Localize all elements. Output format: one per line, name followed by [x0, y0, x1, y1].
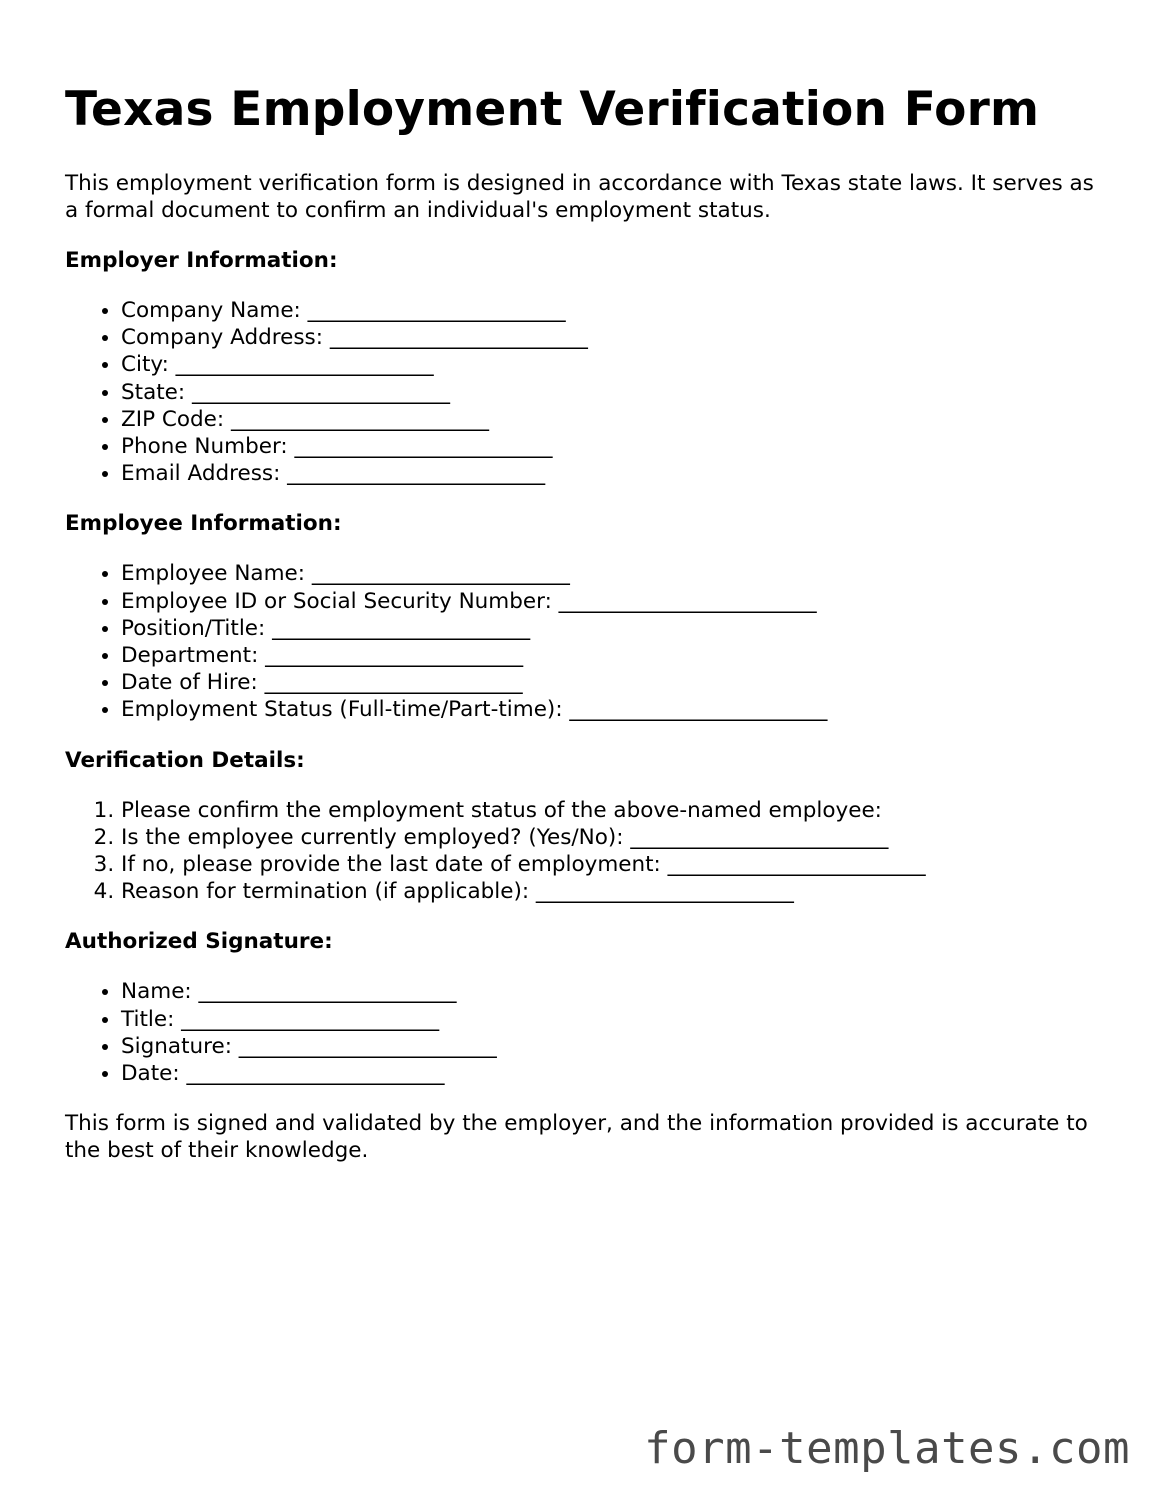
- employer-field-phone-number: • Phone Number: ________________________: [121, 433, 1105, 460]
- watermark-text: form-templates.com: [644, 1423, 1130, 1474]
- employee-field-department: • Department: ________________________: [121, 642, 1105, 669]
- employer-field-state: • State: ________________________: [121, 379, 1105, 406]
- document-page: [65, 82, 1105, 1164]
- verification-item-currently-employed: 2. Is the employee currently employed? (Yes/No): ________________________: [121, 824, 1105, 851]
- employer-field-company-address: • Company Address: ________________________: [121, 324, 1105, 351]
- employer-field-company-name: • Company Name: ________________________: [121, 297, 1105, 324]
- page-title: Texas Employment Verification Form: [65, 82, 1040, 137]
- employee-section-heading: Employee Information:: [65, 511, 342, 537]
- intro-paragraph: This employment verification form is designed in accordance with Texas state laws. It serves as a formal document to confirm an individual's employment status.: [65, 171, 1094, 223]
- verification-item-termination-reason: 4. Reason for termination (if applicable): ________________________: [121, 878, 1105, 905]
- employee-field-employment-status: • Employment Status (Full-time/Part-time): ________________________: [121, 696, 1105, 723]
- employer-section-heading: Employer Information:: [65, 248, 338, 273]
- signature-field-signature: • Signature: ________________________: [121, 1033, 1105, 1060]
- employer-field-email-address: • Email Address: ________________________: [121, 460, 1105, 487]
- closing-paragraph: This form is signed and validated by the employer, and the information provided is accurate to the best of their knowledge.: [65, 1111, 1088, 1164]
- employee-field-name: • Employee Name: ________________________: [121, 560, 1105, 587]
- employee-field-position-title: • Position/Title: ________________________: [121, 615, 1105, 642]
- signature-field-name: • Name: ________________________: [121, 978, 1105, 1005]
- employer-field-zip-code: • ZIP Code: ________________________: [121, 406, 1105, 433]
- verification-item-confirm-status: 1. Please confirm the employment status of the above-named employee:: [121, 797, 1105, 824]
- employee-fields-list: [65, 560, 1105, 723]
- employer-fields-list: [65, 297, 1105, 487]
- verification-item-last-date: 3. If no, please provide the last date of employment: ________________________: [121, 851, 1105, 878]
- verification-section-heading: Verification Details:: [65, 747, 305, 773]
- signature-section-heading: Authorized Signature:: [65, 929, 333, 955]
- employee-field-date-of-hire: • Date of Hire: ________________________: [121, 669, 1105, 696]
- signature-field-title: • Title: ________________________: [121, 1006, 1105, 1033]
- employee-field-id-ssn: • Employee ID or Social Security Number: ________________________: [121, 588, 1105, 615]
- signature-fields-list: [65, 978, 1105, 1087]
- verification-details-list: [65, 797, 1105, 906]
- employer-field-city: • City: ________________________: [121, 351, 1105, 378]
- signature-field-date: • Date: ________________________: [121, 1060, 1105, 1087]
